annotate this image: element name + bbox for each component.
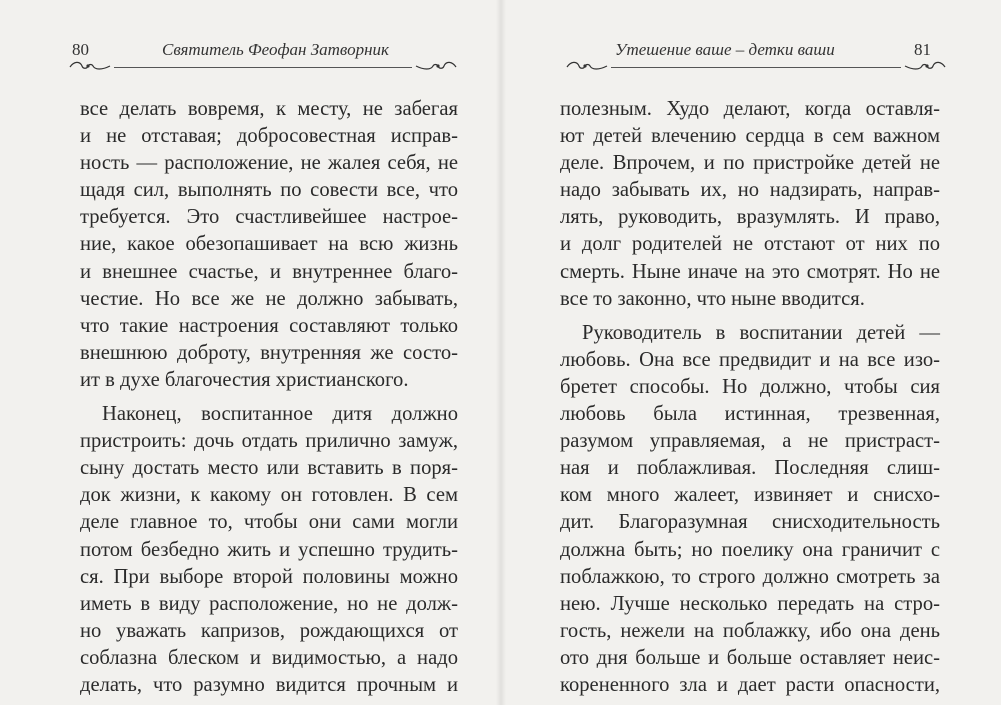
text-line: но уважать капризов, рождающихся от — [80, 619, 458, 642]
right-page — [501, 0, 1001, 705]
text-line: ком много жалеет, извиняет и снисхо- — [560, 484, 940, 507]
header-rule — [611, 67, 901, 68]
text-line: деле. Впрочем, и по пристройке детей не — [560, 152, 940, 175]
text-line: щадя сил, выполнять по совести все, что — [80, 179, 458, 202]
text-line: поблажкою, то строго должно смотреть за — [560, 565, 940, 588]
text-line: дит. Благоразумная снисходительность — [560, 511, 940, 534]
text-line: потом безбедно жить и успешно трудить- — [80, 538, 458, 561]
text-line: и не отставая; добросовестная исправ- — [80, 125, 458, 148]
text-line: и внешнее счастье, и внутреннее благо- — [80, 260, 458, 283]
text-line: смерть. Ныне иначе на это смотрят. Но не — [560, 260, 940, 283]
text-line: сыну достать место или вставить в поря- — [80, 457, 458, 480]
text-line: честие. Но все же не должно забывать, — [80, 287, 458, 310]
paragraph-gap — [80, 394, 458, 401]
paragraph — [560, 96, 940, 313]
text-line: любовь была истинная, трезвенная, — [560, 403, 940, 426]
running-head: Утешение ваше – детки ваши — [615, 40, 835, 59]
text-line: все делать вовремя, к месту, не забегая — [80, 98, 458, 120]
text-line: гость, нежели на поблажку, ибо она день — [560, 619, 940, 642]
text-line: ность — расположение, не жалея себя, не — [80, 152, 458, 175]
left-page — [0, 0, 500, 705]
page-number: 81 — [914, 40, 931, 59]
text-line: иметь в виду расположение, но не долж- — [80, 592, 458, 615]
text-line: разумом управляемая, а не пристраст- — [560, 430, 940, 453]
text-line: бретет способы. Но должно, чтобы сия — [560, 375, 940, 398]
text-line: Наконец, воспитанное дитя должно — [102, 403, 458, 426]
paragraph — [560, 320, 940, 699]
text-line: должна быть; но поелику она граничит с — [560, 538, 940, 561]
ornament-icon — [68, 59, 112, 73]
header-rule — [114, 67, 412, 68]
page-number: 80 — [72, 40, 89, 59]
text-line: что такие настроения составляют только — [80, 314, 458, 337]
text-line: деле главное то, чтобы они сами могли — [80, 511, 458, 534]
text-line: ная и поблажливая. Последняя слиш- — [560, 457, 940, 480]
text-line: ото дня больше и больше оставляет неис- — [560, 646, 940, 669]
body-text — [560, 96, 940, 699]
text-line: соблазна блеском и видимостью, а надо — [80, 646, 458, 669]
text-line: и долг родителей не отстают от них по — [560, 233, 940, 256]
body-text — [80, 96, 458, 699]
text-line: полезным. Худо делают, когда оставля- — [560, 98, 940, 120]
ornament-icon — [414, 59, 458, 73]
text-line: ют детей влечению сердца в сем важном — [560, 125, 940, 148]
text-line: лять, руководить, вразумлять. И право, — [560, 206, 940, 229]
paragraph — [80, 96, 458, 394]
ornament-icon — [903, 59, 947, 73]
text-line: надо забывать их, но надзирать, направ- — [560, 179, 940, 202]
paragraph-gap — [560, 313, 940, 320]
text-line: требуется. Это счастливейшее настрое- — [80, 206, 458, 229]
ornament-icon — [565, 59, 609, 73]
text-line: док жизни, к какому он готовлен. В сем — [80, 484, 458, 507]
text-line: делать, что разумно видится прочным и — [80, 673, 458, 696]
text-line: корененного зла и дает расти опасности, — [560, 673, 940, 696]
text-line: ние, какое обезопашивает на всю жизнь — [80, 233, 458, 256]
text-line: ся. При выборе второй половины можно — [80, 565, 458, 588]
paragraph — [80, 401, 458, 699]
running-head: Святитель Феофан Затворник — [162, 40, 389, 59]
text-line: все то законно, что ныне вводится. — [560, 287, 865, 310]
text-line: нею. Лучше несколько передать на стро- — [560, 592, 940, 615]
text-line: любовь. Она все предвидит и на все изо- — [560, 348, 940, 371]
text-line: ит в духе благочестия христианского. — [80, 368, 409, 391]
text-line: пристроить: дочь отдать прилично замуж, — [80, 430, 458, 453]
text-line: внешнюю доброту, внутренняя же состо- — [80, 341, 458, 364]
text-line: Руководитель в воспитании детей — — [582, 321, 940, 344]
